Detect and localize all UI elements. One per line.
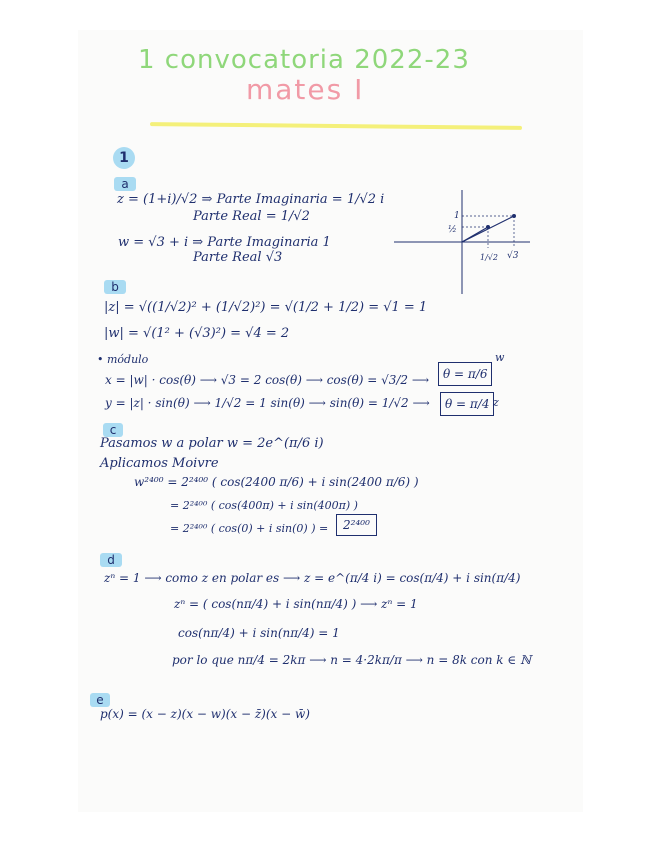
part-a-w-real: Parte Real √3	[193, 250, 283, 265]
part-b-modulus-z: |z| = √((1/√2)² + (1/√2)²) = √(1/2 + 1/2) = √1 = 1	[104, 300, 428, 315]
part-c-line-5: = 2²⁴⁰⁰ ( cos(0) + i sin(0) ) =	[170, 522, 329, 535]
part-a-z-real: Parte Real = 1/√2	[193, 209, 310, 224]
part-c-badge: c	[103, 423, 123, 437]
part-b-x-tag: w	[495, 351, 505, 364]
part-b-modulus-w: |w| = √(1² + (√3)²) = √4 = 2	[104, 326, 290, 341]
part-b-y-result: θ = π/4	[440, 392, 494, 416]
page-title: 1 convocatoria 2022-23	[138, 45, 470, 75]
part-c-line-1: Pasamos w a polar w = 2e^(π/6 i)	[100, 436, 324, 451]
part-b-badge: b	[104, 280, 126, 294]
plot-y-tick-1: 1	[454, 211, 460, 221]
vector-z	[462, 227, 488, 242]
part-b-modulo-label: • módulo	[97, 353, 149, 366]
plot-y-tick-half: ½	[448, 225, 457, 235]
page-subtitle: mates I	[246, 73, 365, 106]
part-b-y-tag: z	[493, 396, 499, 409]
part-c-line-2: Aplicamos Moivre	[100, 456, 219, 471]
part-a-w-definition: w = √3 + i ⇒ Parte Imaginaria 1	[118, 235, 331, 250]
plot-x-tick-w: √3	[507, 251, 519, 261]
notebook-page	[78, 30, 583, 812]
part-b-x-result: θ = π/6	[438, 362, 492, 386]
part-b-y-equation: y = |z| · sin(θ) ⟶ 1/√2 = 1 sin(θ) ⟶ sin(θ) = 1/√2 ⟶	[105, 396, 430, 410]
part-a-z-definition: z = (1+i)/√2 ⇒ Parte Imaginaria = 1/√2 i	[117, 192, 385, 207]
part-d-line-3: cos(nπ/4) + i sin(nπ/4) = 1	[178, 626, 340, 640]
part-d-line-4: por lo que nπ/4 = 2kπ ⟶ n = 4·2kπ/π ⟶ n = 8k con k ∈ ℕ	[172, 653, 532, 667]
part-d-line-2: zⁿ = ( cos(nπ/4) + i sin(nπ/4) ) ⟶ zⁿ = 1	[174, 597, 418, 611]
argand-diagram	[392, 186, 532, 296]
exercise-number-badge: 1	[113, 147, 135, 169]
plot-x-tick-z: 1/√2	[480, 253, 498, 262]
part-e-line-1: p(x) = (x − z)(x − w)(x − z̄)(x − w̄)	[100, 707, 310, 721]
part-c-result: 2²⁴⁰⁰	[336, 514, 377, 536]
part-a-badge: a	[114, 177, 136, 191]
part-d-line-1: zⁿ = 1 ⟶ como z en polar es ⟶ z = e^(π/4 i) = cos(π/4) + i sin(π/4)	[104, 571, 521, 585]
part-d-badge: d	[100, 553, 122, 567]
part-b-x-equation: x = |w| · cos(θ) ⟶ √3 = 2 cos(θ) ⟶ cos(θ) = √3/2 ⟶	[105, 373, 430, 387]
part-c-line-3: w²⁴⁰⁰ = 2²⁴⁰⁰ ( cos(2400 π/6) + i sin(2400 π/6) )	[134, 475, 419, 489]
part-c-line-4: = 2²⁴⁰⁰ ( cos(400π) + i sin(400π) )	[170, 499, 358, 512]
part-e-badge: e	[90, 693, 110, 707]
